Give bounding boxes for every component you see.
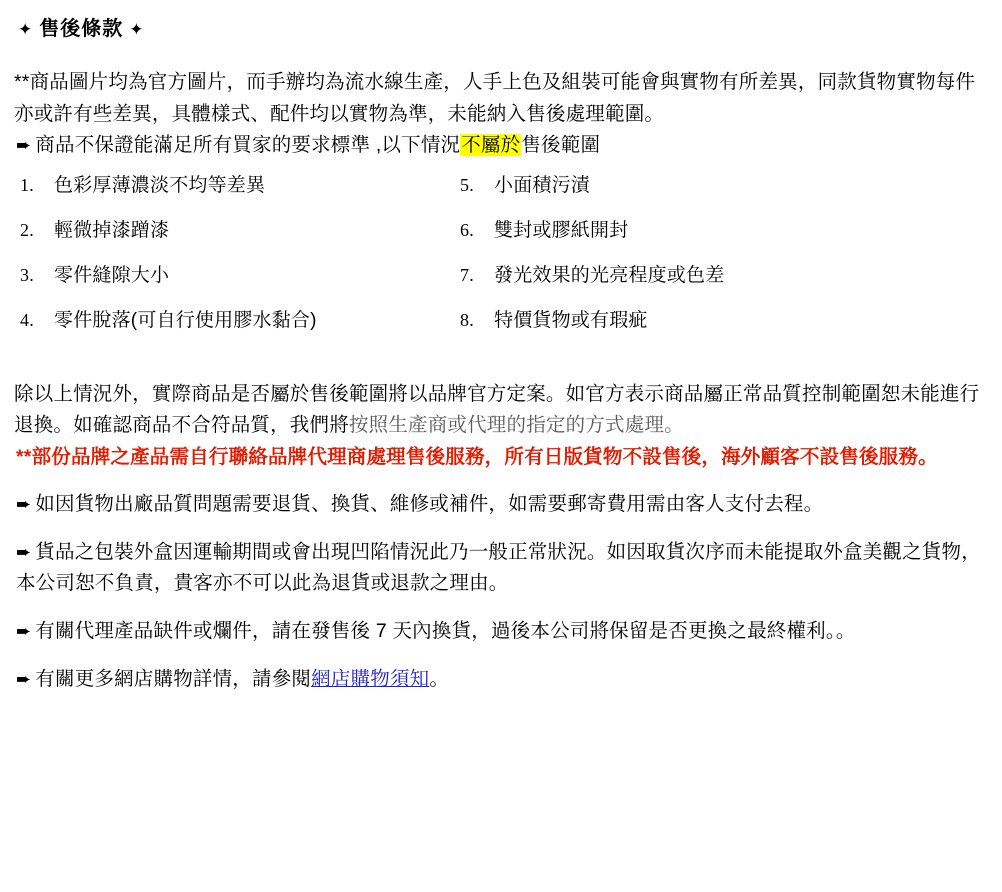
list-item-label: 特價貨物或有瑕疵 [494, 309, 648, 331]
policy-paragraph-part2: 按照生產商或代理的指定的方式處理。 [348, 414, 684, 437]
exclusion-list-left-column [20, 175, 460, 354]
list-item-label: 零件脫落(可自行使用膠水黏合) [54, 309, 317, 331]
arrow-icon: ➨ [16, 541, 32, 562]
policy-paragraph [14, 379, 982, 442]
note-shipping [16, 489, 984, 521]
note-shipping-text: 如因貨物出廠品質問題需要退貨、換貨、維修或補件，如需要郵寄費用需由客人支付去程。 [35, 493, 824, 516]
note-exchange-text: 有關代理產品缺件或爛件，請在發售後 7 天內換貨，過後本公司將保留是否更換之最終權利。。 [35, 620, 856, 642]
page-title [18, 12, 984, 41]
exclusion-heading-before: 商品不保證能滿足所有買家的要求標準 ,以下情況 [35, 134, 461, 157]
list-item-number: 3. [20, 264, 34, 285]
note-packaging [16, 537, 984, 600]
list-item-label: 輕微掉漆蹭漆 [54, 220, 170, 242]
arrow-icon: ➨ [16, 668, 32, 689]
list-item-label: 雙封或膠紙開封 [494, 220, 629, 242]
arrow-icon: ➨ [16, 621, 32, 641]
list-item-number: 1. [20, 175, 34, 196]
list-item-number: 7. [460, 264, 474, 285]
list-item-label: 色彩厚薄濃淡不均等差異 [54, 175, 266, 197]
list-item [460, 175, 900, 198]
note-exchange [16, 616, 984, 648]
note-packaging-text: 貨品之包裝外盒因運輸期間或會出現凹陷情況此乃一般正常狀況。如因取貨次序而未能提取外盒美觀之貨物，本公司恕不負責，貴客亦不可以此為退貨或退款之理由。 [16, 540, 981, 595]
exclusion-heading [16, 130, 984, 161]
star-icon-right: ✦ [129, 20, 145, 39]
list-item-number: 6. [460, 220, 474, 241]
star-icon-left: ✦ [18, 20, 34, 39]
arrow-icon: ➨ [16, 494, 32, 515]
list-item-label: 小面積污漬 [494, 175, 591, 197]
list-item-number: 5. [460, 175, 474, 196]
list-item [460, 310, 900, 333]
exclusion-heading-highlight: 不屬於 [461, 134, 521, 157]
list-item [20, 265, 460, 288]
list-item-number: 8. [460, 309, 474, 330]
arrow-icon: ➨ [16, 135, 32, 156]
spacer [14, 355, 984, 379]
list-item [20, 175, 460, 198]
note-more-info-after: 。 [429, 667, 450, 690]
shopping-guide-link[interactable]: 網店購物須知 [311, 667, 430, 690]
intro-paragraph: **商品圖片均為官方圖片，而手辦均為流水線生產，人手上色及組裝可能會與實物有所差異，同款貨物實物每件亦或許有些差異，具體樣式、配件均以實物為準，未能納入售後處理範圍。 [14, 71, 976, 125]
page-title-text: 售後條款 [39, 18, 124, 40]
exclusion-list-right-column [460, 175, 900, 354]
exclusion-list [20, 175, 900, 354]
list-item-number: 2. [20, 220, 34, 241]
list-item [460, 220, 900, 243]
policy-paragraph-part1: 除以上情況外，實際商品是否屬於售後範圍將以品牌官方定案。如官方表示商品屬正常品質控制範圍恕未能進行退換。如確認商品不合符品質，我們將 [14, 382, 980, 437]
list-item [20, 220, 460, 243]
list-item-label: 發光效果的光亮程度或色差 [494, 264, 725, 286]
list-item-label: 零件縫隙大小 [54, 264, 170, 286]
note-more-info-before: 有關更多網店購物詳情，請參閱 [35, 667, 312, 690]
exclusion-heading-after: 售後範圍 [521, 134, 601, 157]
list-item [460, 265, 900, 288]
red-notice: **部份品牌之產品需自行聯絡品牌代理商處理售後服務，所有日版貨物不設售後，海外顧客不設售後服務。 [16, 445, 938, 468]
note-more-info [16, 664, 984, 696]
list-item [20, 310, 460, 333]
list-item-number: 4. [20, 309, 34, 330]
